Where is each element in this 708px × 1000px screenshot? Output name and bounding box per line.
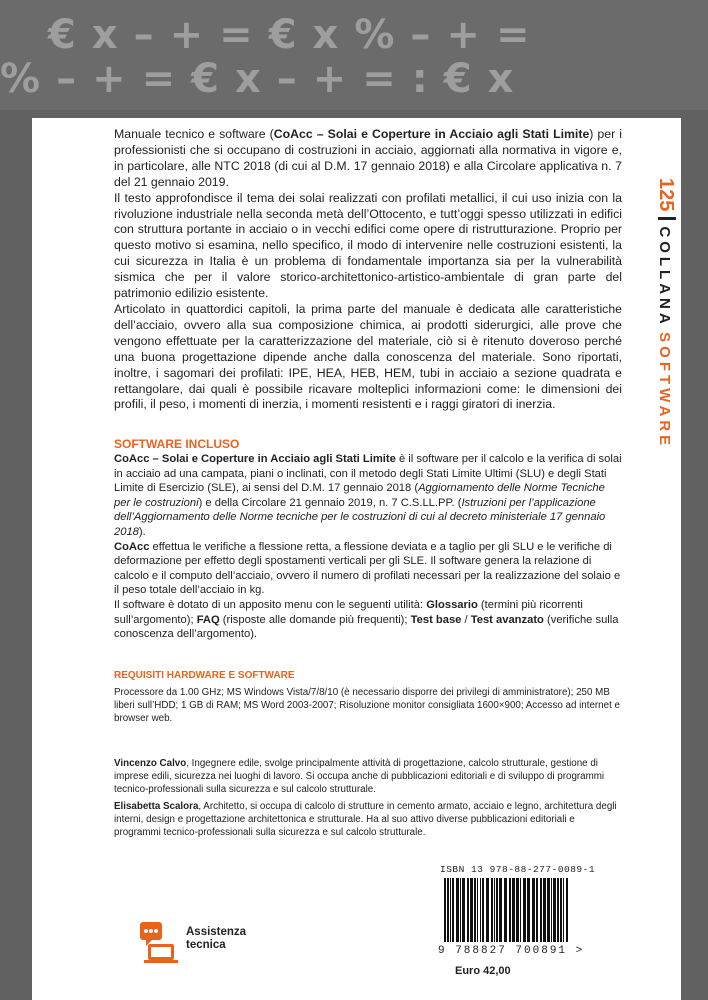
software-paragraph-3: Il software è dotato di un apposito menu con le seguenti utilità: Glossario (termini più ricorrenti sull’argomento); FAQ (risposte alle domande più frequenti); Test base / Test avanzato (verifiche sulla conoscenza dell’argomento). bbox=[114, 598, 619, 641]
software-paragraph-2: CoAcc effettua le verifiche a flessione retta, a flessione deviata e a taglio per gli SLU e le verifiche di deformazione per effetto degli spostamenti verticali per gli SLE. Il software genera la relazione di calcolo e il computo dell’acciaio, ovvero il numero di profilati necessari per la realizzazione del solaio e il peso totale dell’acciaio in kg. bbox=[114, 540, 621, 597]
banner-symbol-icon: x bbox=[234, 56, 263, 102]
software-heading: SOFTWARE INCLUSO bbox=[114, 437, 240, 451]
banner-symbol-icon: € bbox=[191, 56, 221, 102]
series-word-collana: COLLANA bbox=[656, 226, 673, 328]
banner-symbol-icon: – bbox=[410, 12, 433, 58]
assistance-label: Assistenza tecnica bbox=[186, 926, 247, 951]
barcode-number: 9 788827 700891 > bbox=[438, 945, 585, 957]
intro-paragraph-1: Manuale tecnico e software (CoAcc – Solai e Coperture in Acciaio agli Stati Limite) per i professionisti che si occupano di costruzioni in acciaio, aggiornati alla normativa in vigore e, in particolare, alle NTC 2018 (di cui al D.M. 17 gennaio 2018) e alla Circolare applicativa n. 7 del 21 gennaio 2019. bbox=[114, 127, 622, 189]
banner-symbol-icon: = bbox=[141, 56, 178, 102]
banner-symbol-icon: + bbox=[446, 12, 482, 58]
banner-symbol-icon: x bbox=[487, 56, 516, 102]
software-paragraph-1: CoAcc – Solai e Coperture in Acciaio agli Stati Limite è il software per il calcolo e la verifica di solai in acciaio ad una campata, piani o inclinati, con il metodo degli Stati Limite Ultimi (SLU) e degli Stati Limite di Esercizio (SLE), ai sensi del D.M. 17 gennaio 2018 (Aggiornamento delle Norme Tecniche per le costruzioni) e della Circolare 21 gennaio 2019, n. 7 C.S.LL.PP. (Istruzioni per l’applicazione dell’Aggiornamento delle Norme tecniche per le costruzioni di cui al decreto ministeriale 17 gennaio 2018). bbox=[114, 453, 622, 538]
banner-symbol-icon: + bbox=[312, 56, 349, 102]
banner-symbol-icon: – bbox=[276, 56, 299, 102]
banner-symbol-icon: € bbox=[443, 56, 474, 102]
banner-symbol-icon: x bbox=[91, 12, 120, 58]
banner-symbol-icon: € bbox=[268, 12, 299, 58]
software-text bbox=[114, 452, 622, 642]
price: Euro 42,00 bbox=[455, 965, 511, 977]
series-number: 125 bbox=[655, 178, 677, 212]
barcode-icon bbox=[440, 876, 572, 946]
requirements-heading: REQUISITI HARDWARE E SOFTWARE bbox=[114, 670, 295, 681]
banner-symbol-icon: x bbox=[312, 12, 341, 58]
intro-text bbox=[114, 127, 622, 413]
series-divider bbox=[658, 217, 676, 220]
banner-symbol-icon: % bbox=[354, 12, 397, 58]
banner-symbol-icon: € bbox=[48, 12, 78, 58]
banner-symbol-icon: – bbox=[133, 12, 156, 58]
product-title: CoAcc – Solai e Coperture in Acciaio agli Stati Limite bbox=[273, 127, 590, 141]
author-name: Vincenzo Calvo bbox=[114, 758, 187, 769]
banner-symbol-icon: = bbox=[495, 12, 532, 58]
symbol-row-1 bbox=[48, 14, 545, 56]
banner-symbol-icon: + bbox=[169, 12, 206, 58]
series-label bbox=[647, 178, 677, 450]
banner-symbol-icon: : bbox=[411, 56, 430, 102]
banner-symbol-icon: – bbox=[56, 56, 79, 102]
author-bio: Elisabetta Scalora, Architetto, si occupa di calcolo di strutture in cemento armato, acciaio e legno, architettura degli interni, design e progettazione architettonica e strutturale. Ha al suo attivo diverse pubblicazioni editoriali e programmi tecnico-professionali sulla sicurezza e sul calcolo strutturale. bbox=[114, 800, 617, 839]
series-word-software: SOFTWARE bbox=[656, 332, 673, 450]
isbn-label: ISBN 13 978-88-277-0089-1 bbox=[440, 864, 596, 875]
banner-symbol-icon: % bbox=[0, 56, 43, 102]
banner-symbol-icon: = bbox=[219, 12, 255, 58]
author-bio: Vincenzo Calvo, Ingegnere edile, svolge principalmente attività di progettazione, calcolo strutturale, gestione di imprese edili, sicurezza nei luoghi di lavoro. Si occupa anche di pubblicazioni editoriali e di sviluppo di programmi tecnico-professionali sulla sicurezza e sul calcolo strutturale. bbox=[114, 758, 605, 796]
header-banner bbox=[0, 0, 708, 110]
banner-symbol-icon: + bbox=[92, 56, 128, 102]
requirements-text: Processore da 1.00 GHz; MS Windows Vista/7/8/10 (è necessario disporre dei privilegi di amministratore); 250 MB liberi sull’HDD; 1 GB di RAM; MS Word 2003-2007; Risoluzione monitor consigliata 1600×900; Accesso ad internet e browser web. bbox=[114, 687, 620, 725]
intro-paragraph-3: Articolato in quattordici capitoli, la prima parte del manuale è dedicata alle caratteristiche dell’acciaio, ovvero alla sua composizione chimica, ai prodotti siderurgici, alle prove che vengono effettuate per la caratterizzazione del materiale, ciò si è ritenuto doveroso perché una buona progettazione dipende anche dalla conoscenza del materiale. Sono riportati, inoltre, i sagomari dei profilati: IPE, HEA, HEB, HEM, tubi in acciaio a sezione quadrata e rettangolare, dai quali è possibile ricavare molteplici informazioni come: le dimensioni dei profili, il peso, i momenti di inerzia, i momenti resistenti e i raggi giratori di inerzia. bbox=[114, 301, 622, 412]
authors-section bbox=[114, 757, 622, 842]
symbol-row-2 bbox=[0, 58, 529, 100]
intro-paragraph-2: Il testo approfondisce il tema dei solai realizzati con profilati metallici, il cui uso inizia con la rivoluzione industriale nella seconda metà dell’Ottocento, e tutt’oggi spesso utilizzati in edifici con struttura portante in acciaio o in vecchi edifici come opere di ristrutturazione. Proprio per questo motivo si esamina, nello specifico, il modo di intervenire nelle costruzioni esistenti, la cui sicurezza in Italia è un problema di fondamentale importanza sia per la vulnerabilità sismica che per il valore storico-architettonico-artistico-ambientale di gran parte del patrimonio edilizio esistente. bbox=[114, 190, 622, 301]
assistance-logo-icon bbox=[138, 918, 178, 964]
author-name: Elisabetta Scalora bbox=[114, 800, 199, 812]
banner-symbol-icon: = bbox=[362, 56, 398, 102]
